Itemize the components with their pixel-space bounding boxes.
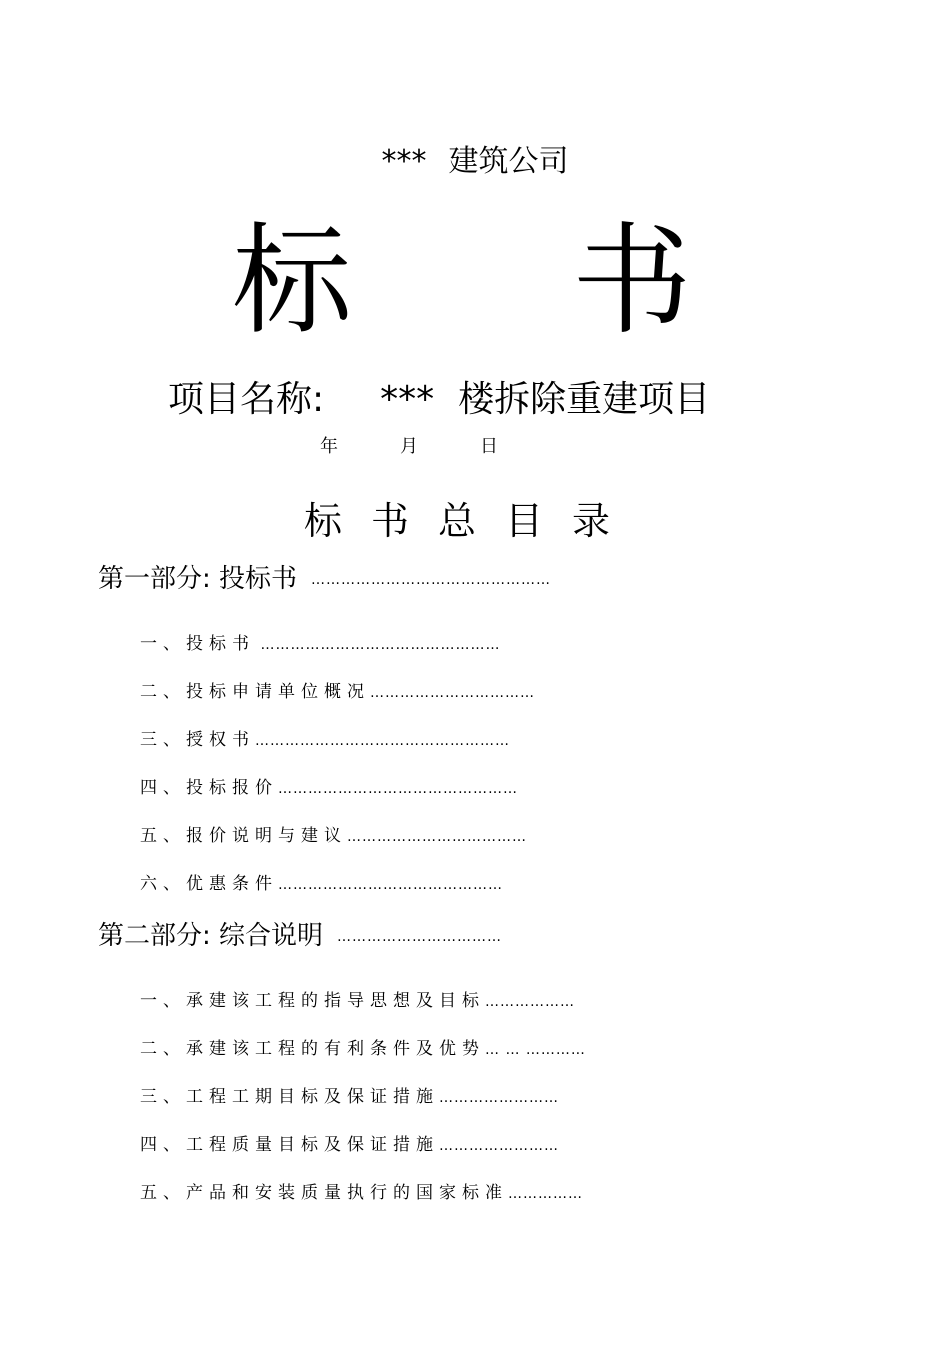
toc-title: 标书总目录 <box>304 499 640 543</box>
toc-item-leader-dots: …………………………… <box>370 685 535 701</box>
part1-title: 第一部分: 投标书 <box>98 564 298 594</box>
toc-item-label: 四、工程质量目标及保证措施 <box>140 1135 439 1155</box>
toc-item <box>140 869 503 894</box>
toc-item-label: 二、投标申请单位概况 <box>140 682 370 702</box>
toc-item <box>140 629 500 654</box>
date-line <box>320 432 560 458</box>
toc-item <box>140 725 510 750</box>
toc-item <box>140 1178 583 1203</box>
toc-item-label: 二、承建该工程的有利条件及优势 <box>140 1039 485 1059</box>
project-line <box>168 371 710 422</box>
toc-item <box>140 773 518 798</box>
toc-item <box>140 986 575 1011</box>
toc-item-leader-dots: ……………………………… <box>347 829 527 845</box>
toc-item-label: 一、承建该工程的指导思想及目标 <box>140 991 485 1011</box>
part1-heading <box>98 558 551 595</box>
date-year: 年 <box>320 436 338 457</box>
project-stars: *** <box>380 379 435 420</box>
toc-item-leader-dots: ………………………………………… <box>255 637 501 653</box>
toc-item-label: 三、工程工期目标及保证措施 <box>140 1087 439 1107</box>
toc-item-label: 四、投标报价 <box>140 778 278 798</box>
toc-item-leader-dots: …………………… <box>439 1090 559 1106</box>
part2-leader-dots: …………………………… <box>337 928 503 945</box>
company-name: 建筑公司 <box>448 144 569 179</box>
toc-item-label: 六、优惠条件 <box>140 874 278 894</box>
toc-item-label: 一、投标书 <box>140 634 255 654</box>
toc-item <box>140 1034 586 1059</box>
part2-title: 第二部分: 综合说明 <box>98 921 324 951</box>
toc-item <box>140 821 527 846</box>
title-char-1: 标 <box>232 212 352 351</box>
project-label: 项目名称: <box>168 379 325 420</box>
part2-heading <box>98 915 502 952</box>
toc-item-leader-dots: ………………………………………… <box>278 781 518 797</box>
toc-item-leader-dots: …………… <box>508 1186 583 1202</box>
toc-item <box>140 1082 559 1107</box>
toc-item-leader-dots: ……………………………………… <box>278 877 503 893</box>
title-char-2: 书 <box>572 212 692 351</box>
part1-leader-dots: ………………………………………… <box>311 571 552 588</box>
toc-item-leader-dots: …………………… <box>439 1138 559 1154</box>
toc-item <box>140 1130 559 1155</box>
date-month: 月 <box>400 436 418 457</box>
toc-item-leader-dots: … … ………… <box>485 1042 586 1058</box>
project-name: 楼拆除重建项目 <box>458 379 711 420</box>
toc-item-label: 三、授权书 <box>140 730 255 750</box>
toc-item-label: 五、产品和安装质量执行的国家标准 <box>140 1183 508 1203</box>
toc-item-label: 五、报价说明与建议 <box>140 826 347 846</box>
toc-item <box>140 677 535 702</box>
toc-item-leader-dots: …………………………………………… <box>255 733 510 749</box>
toc-item-leader-dots: ……………… <box>485 994 575 1010</box>
date-day: 日 <box>480 436 498 457</box>
company-line <box>0 136 950 180</box>
company-stars: *** <box>381 144 427 179</box>
